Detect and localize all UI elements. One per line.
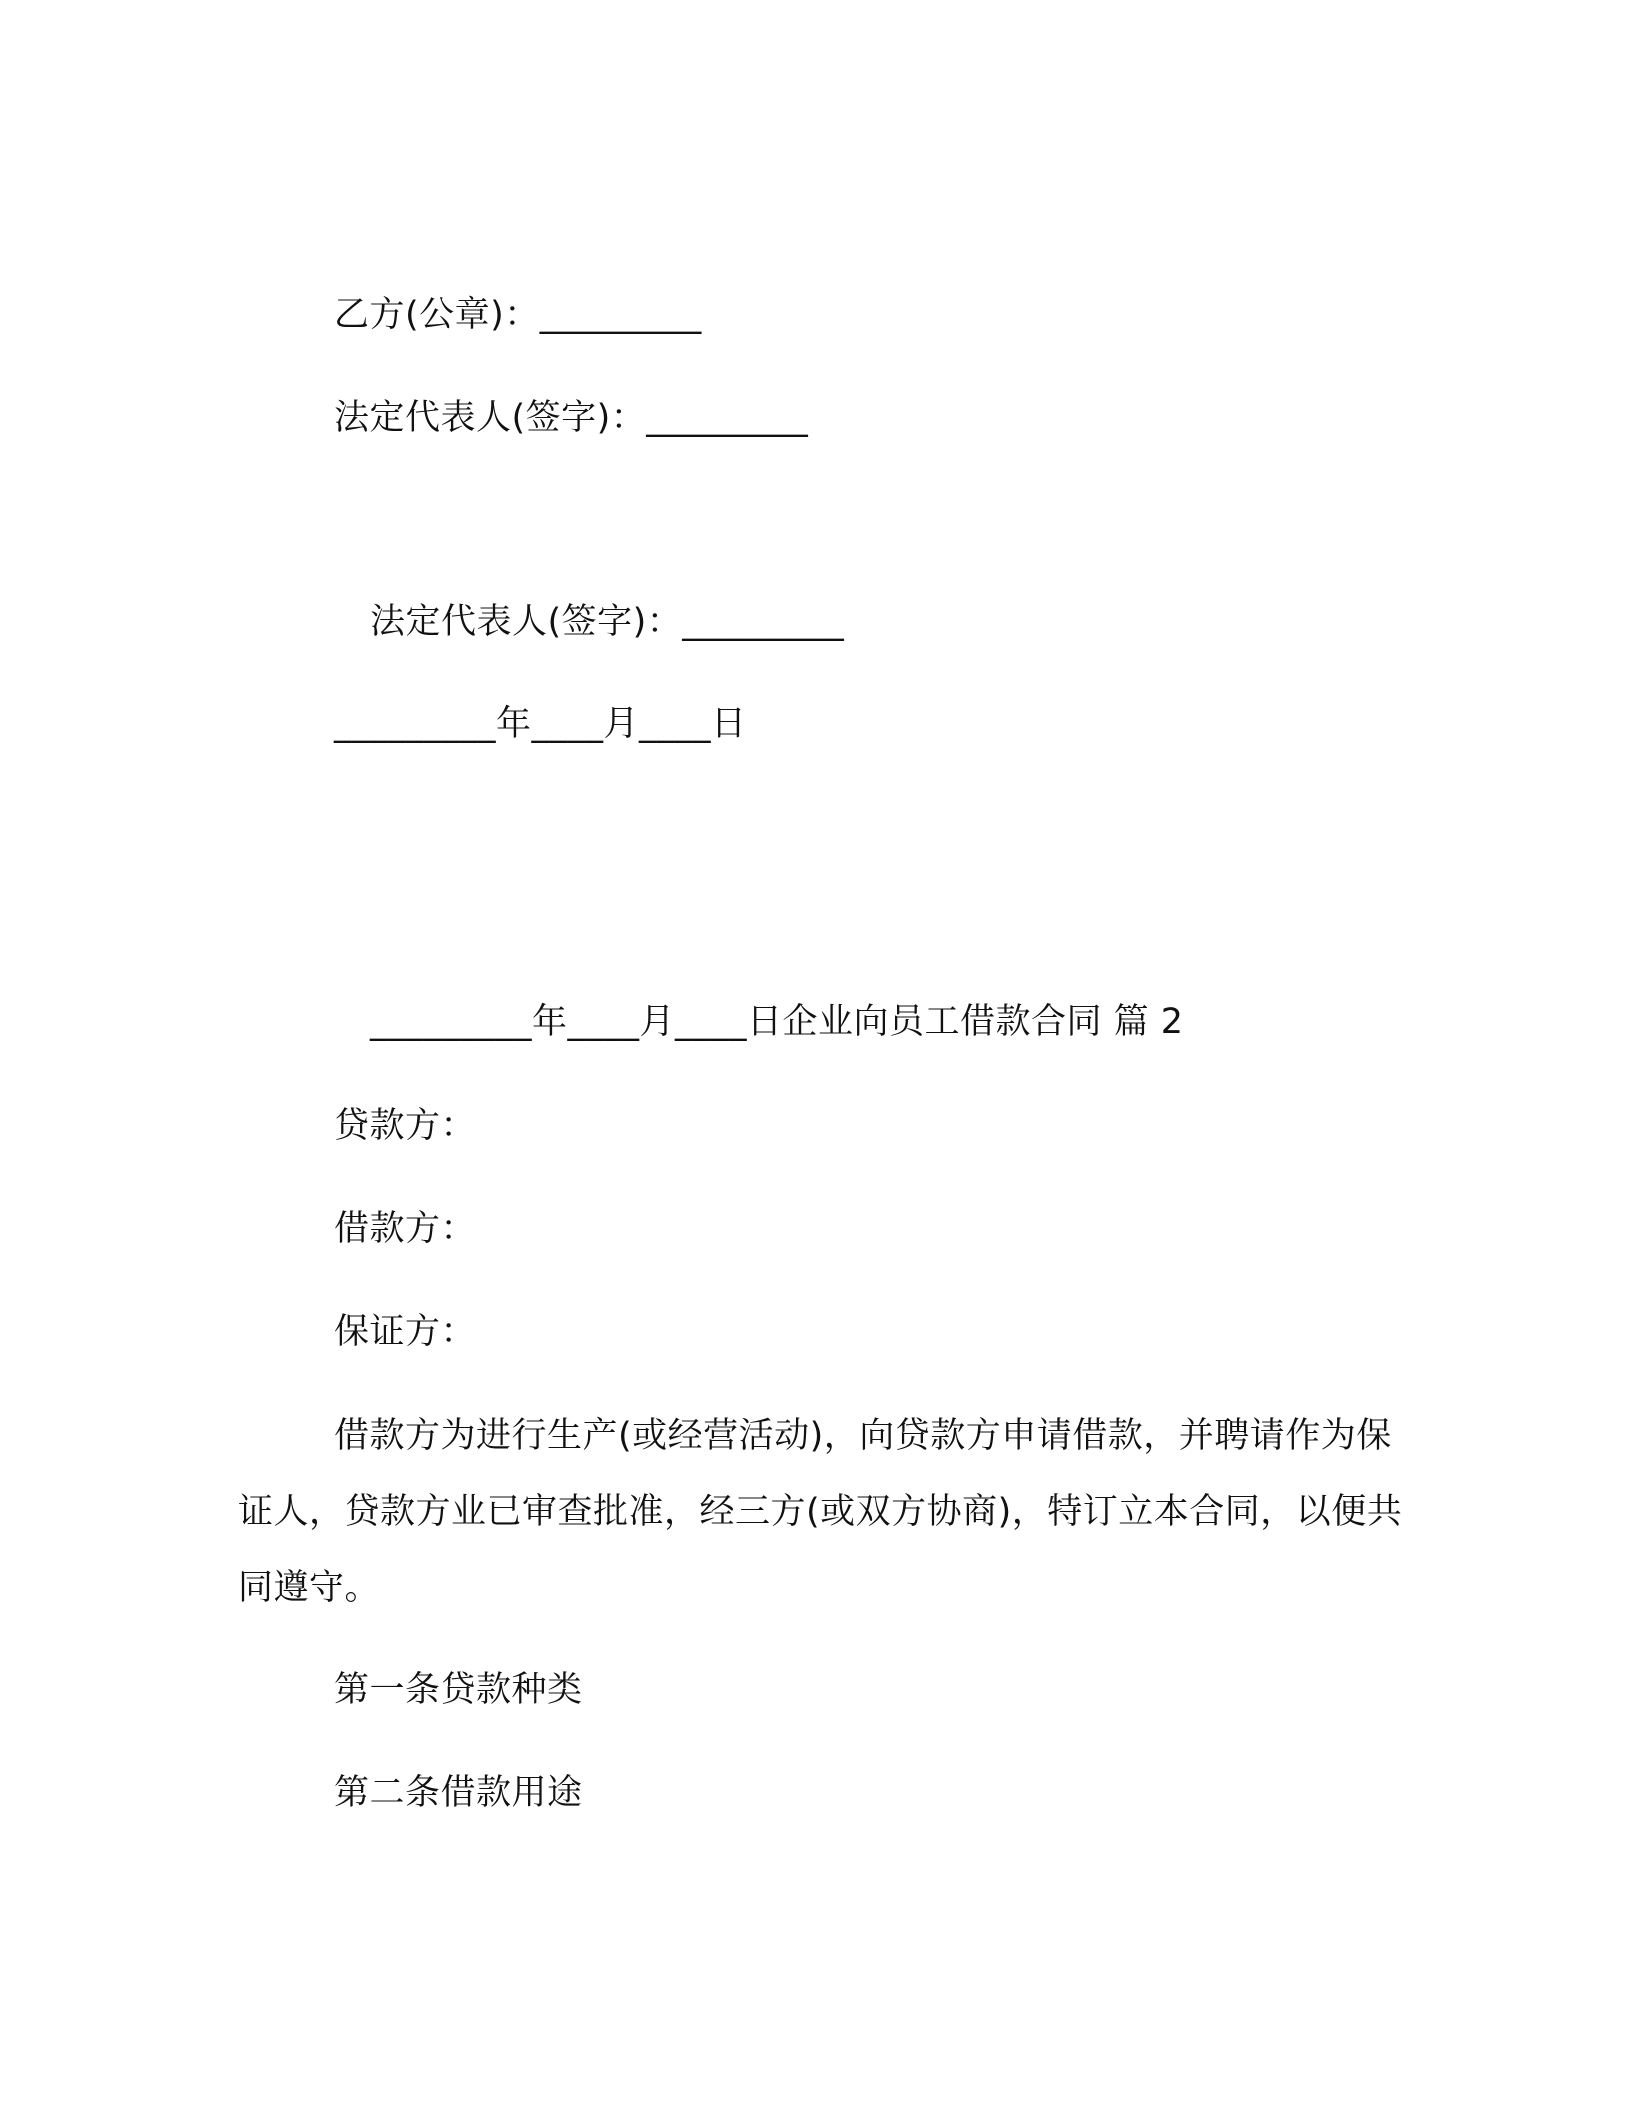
party-b-seal-line: 乙方(公章)：_________: [334, 295, 702, 335]
date-line: _________年____月____日: [334, 704, 747, 744]
article-1-heading: 第一条贷款种类: [334, 1670, 583, 1710]
contract-preamble-paragraph: 借款方为进行生产(或经营活动)，向贷款方申请借款，并聘请作为保证人，贷款方业已审查批准，经三方(或双方协商)，特订立本合同，以便共同遵守。: [238, 1416, 1403, 1608]
borrower-label: 借款方：: [334, 1209, 477, 1249]
guarantor-label: 保证方：: [334, 1312, 477, 1352]
lender-label: 贷款方：: [334, 1106, 477, 1146]
article-2-heading: 第二条借款用途: [334, 1773, 583, 1813]
contract-heading: _________年____月____日企业向员工借款合同 篇 2: [370, 1002, 1184, 1042]
legal-representative-signature-line-2: 法定代表人(签字)：_________: [370, 602, 845, 642]
legal-representative-signature-line: 法定代表人(签字)：_________: [334, 398, 809, 438]
